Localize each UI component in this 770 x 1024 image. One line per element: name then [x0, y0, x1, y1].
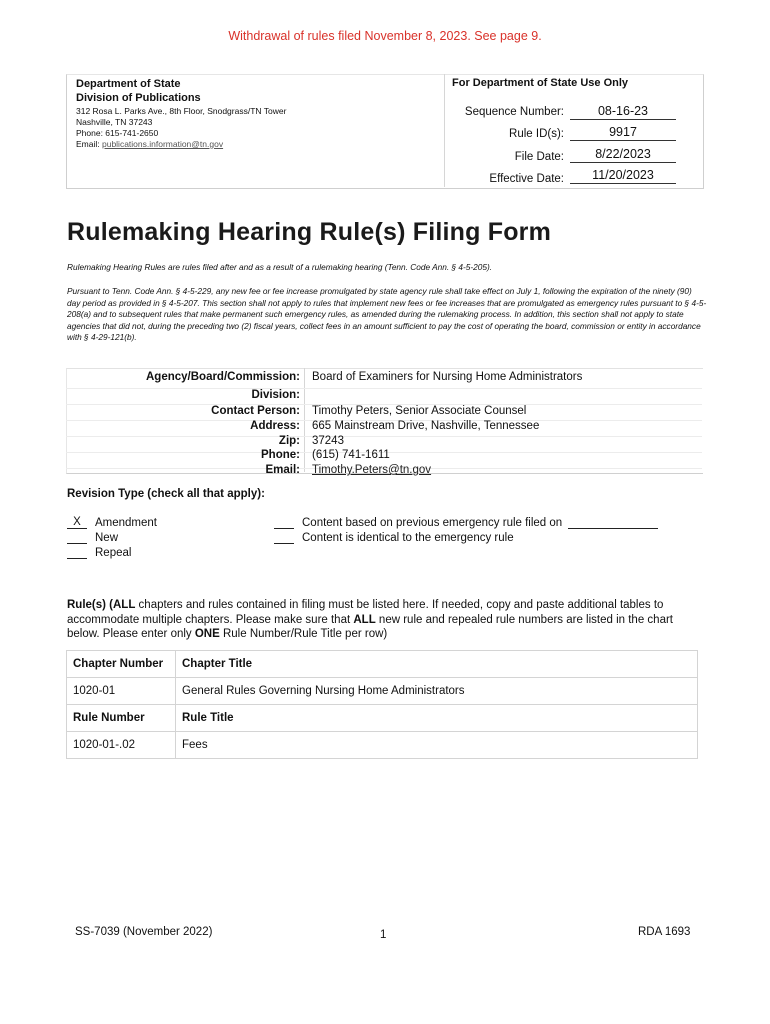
- chapter-number-header: Chapter Number: [67, 651, 176, 678]
- rules-bold3: ONE: [194, 628, 220, 640]
- rule-title-header: Rule Title: [176, 705, 698, 732]
- rules-part4: Rule Number/Rule Title per row): [219, 628, 388, 640]
- contact-person-label: Contact Person:: [211, 405, 300, 417]
- rules-instructions: [67, 598, 707, 642]
- file-date-label: File Date:: [514, 151, 564, 163]
- emergency-based-label: Content based on previous emergency rule filed on: [302, 517, 563, 529]
- division-name: Division of Publications: [76, 92, 201, 104]
- chapter-title-header: Chapter Title: [176, 651, 698, 678]
- revision-emergency-identical[interactable]: [274, 531, 514, 544]
- chapter-number-cell: 1020-01: [67, 678, 176, 705]
- rule-header-row: [67, 705, 698, 732]
- email-label: Email:: [265, 464, 300, 476]
- withdrawal-notice: Withdrawal of rules filed November 8, 2023. See page 9.: [228, 29, 542, 43]
- rule-id-value: 9917: [570, 125, 676, 141]
- intro-text: Rulemaking Hearing Rules are rules filed after and as a result of a rulemaking hearing (Tenn. Code Ann. § 4-5-205).: [67, 262, 493, 272]
- repeal-checkmark[interactable]: [67, 546, 87, 559]
- address-value: 665 Mainstream Drive, Nashville, Tennessee: [312, 420, 540, 432]
- division-label: Division:: [251, 389, 300, 401]
- rule-id-label: Rule ID(s):: [509, 128, 564, 140]
- pursuant-paragraph: Pursuant to Tenn. Code Ann. § 4-5-229, any new fee or fee increase promulgated by state agency rule shall take effect on July 1, following the expiration of the ninety (90) day period as provided in § 4-5-207. This section shall not apply to rules that implement new fees or fee increases that are promulgated as emergency rules pursuant to § 4-5-208(a) and to subsequent rules that make permanent such emergency rules, as amended during the rulemaking process. In addition, this section shall not apply to state agencies that did not, during the preceding two (2) fiscal years, collect fees in an amount sufficient to pay the cost of operating the board, commission or entity in accordance with § 4-29-121(b).: [67, 286, 707, 342]
- sequence-number-label: Sequence Number:: [464, 106, 564, 118]
- rule-title-cell: Fees: [176, 732, 698, 759]
- rules-bold1: ALL: [113, 599, 136, 611]
- rules-part2: chapters and rules contained in filing must be listed here. If needed, copy and paste additional tables to accommodate multiple chapters. Please make sure that: [67, 599, 664, 626]
- new-checkmark[interactable]: [67, 531, 87, 544]
- rules-part3: new rule and repealed rule numbers are listed in the chart below. Please enter only: [67, 613, 673, 640]
- revision-repeal[interactable]: [67, 546, 131, 559]
- phone-label: Phone:: [261, 449, 300, 461]
- department-email-label: Email:: [76, 139, 102, 149]
- rules-bold2: ALL: [353, 613, 376, 626]
- zip-value: 37243: [312, 435, 344, 447]
- form-title: Rulemaking Hearing Rule(s) Filing Form: [67, 218, 552, 246]
- emergency-date-blank[interactable]: [568, 516, 658, 529]
- rules-part1: Rule(s) (: [67, 599, 113, 611]
- rda-number: RDA 1693: [638, 926, 691, 938]
- rules-table: [66, 650, 698, 759]
- form-id: SS-7039 (November 2022): [75, 926, 213, 938]
- email-link[interactable]: Timothy.Peters@tn.gov: [312, 464, 432, 476]
- contact-person-value: Timothy Peters, Senior Associate Counsel: [312, 405, 527, 417]
- page-number: 1: [380, 929, 387, 941]
- department-email: [76, 139, 223, 150]
- emergency-identical-label: Content is identical to the emergency rule: [302, 532, 514, 544]
- chapter-title-cell: General Rules Governing Nursing Home Administrators: [176, 678, 698, 705]
- address-label: Address:: [250, 420, 300, 432]
- repeal-label: Repeal: [95, 547, 132, 559]
- emergency-identical-checkmark[interactable]: [274, 531, 294, 544]
- file-date-value: 8/22/2023: [570, 147, 676, 163]
- agency-value: Board of Examiners for Nursing Home Administrators: [312, 371, 583, 383]
- phone-value: (615) 741-1611: [312, 449, 390, 461]
- department-email-link[interactable]: publications.information@tn.gov: [101, 139, 224, 149]
- rule-number-header: Rule Number: [67, 705, 176, 732]
- rule-number-cell: 1020-01-.02: [67, 732, 176, 759]
- amendment-label: Amendment: [95, 517, 158, 529]
- department-phone: Phone: 615-741-2650: [76, 128, 159, 138]
- revision-new[interactable]: [67, 531, 118, 544]
- emergency-based-checkmark[interactable]: [274, 516, 294, 529]
- sequence-number-value: 08-16-23: [570, 104, 676, 120]
- revision-amendment[interactable]: [67, 516, 157, 529]
- revision-type-title: Revision Type (check all that apply):: [67, 488, 265, 500]
- new-label: New: [95, 532, 119, 544]
- rule-row: [67, 732, 698, 759]
- revision-emergency-based[interactable]: [274, 516, 658, 529]
- sos-use-title: For Department of State Use Only: [452, 77, 629, 89]
- amendment-checkmark[interactable]: X: [67, 516, 87, 529]
- zip-label: Zip:: [278, 435, 300, 447]
- agency-label: Agency/Board/Commission:: [146, 371, 300, 383]
- effective-date-label: Effective Date:: [489, 173, 564, 185]
- chapter-row: [67, 678, 698, 705]
- department-address2: Nashville, TN 37243: [76, 117, 153, 127]
- chapter-header-row: [67, 651, 698, 678]
- department-title: [76, 77, 201, 105]
- department-name: Department of State: [76, 78, 181, 90]
- department-address1: 312 Rosa L. Parks Ave., 8th Floor, Snodgrass/TN Tower: [76, 106, 287, 116]
- effective-date-value: 11/20/2023: [570, 168, 676, 184]
